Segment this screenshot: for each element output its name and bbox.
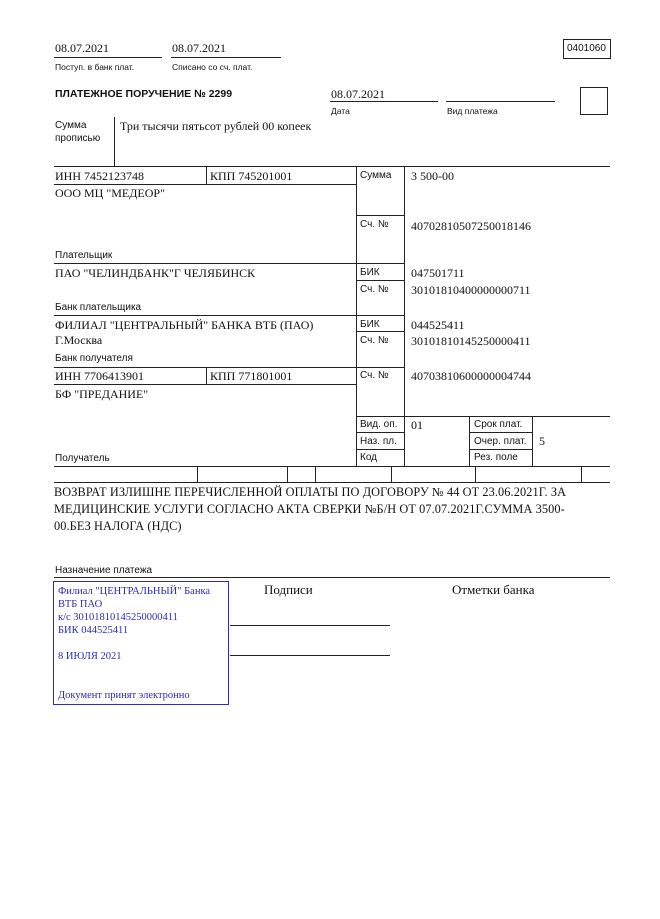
payer-bank-bik-label: БИК <box>360 267 380 278</box>
divider <box>54 466 610 467</box>
divider <box>356 416 610 417</box>
divider <box>54 57 162 58</box>
amount-words-label-2: прописью <box>55 133 101 144</box>
received-date: 08.07.2021 <box>55 41 109 55</box>
divider <box>287 466 288 482</box>
divider <box>469 416 470 466</box>
payee-bank-account-label: Сч. № <box>360 335 389 346</box>
amount-value: 3 500-00 <box>411 169 454 183</box>
divider <box>356 331 404 332</box>
divider <box>206 368 207 384</box>
payee-name: БФ "ПРЕДАНИЕ" <box>55 387 149 401</box>
divider <box>54 577 610 578</box>
debited-date: 08.07.2021 <box>172 41 226 55</box>
divider <box>206 166 207 184</box>
signature-line <box>230 625 390 626</box>
payee-bank-bik-label: БИК <box>360 319 380 330</box>
payer-account: 40702810507250018146 <box>411 219 531 233</box>
document-title: ПЛАТЕЖНОЕ ПОРУЧЕНИЕ № 2299 <box>55 88 233 100</box>
payment-type-label: Вид платежа <box>447 106 498 116</box>
amount-label: Сумма <box>360 170 392 181</box>
payer-account-label: Сч. № <box>360 219 389 230</box>
payee-bank-label: Банк получателя <box>55 353 133 364</box>
divider <box>315 466 316 482</box>
divider <box>54 263 404 264</box>
signature-line <box>230 655 390 656</box>
ocher-label: Очер. плат. <box>474 436 527 447</box>
divider <box>197 466 198 482</box>
divider <box>391 466 392 482</box>
vid-op-value: 01 <box>411 418 423 432</box>
form-code: 0401060 <box>567 43 606 54</box>
payer-bank-account: 30101810400000000711 <box>411 283 531 297</box>
vid-op-label: Вид. оп. <box>360 419 398 430</box>
payer-name: ООО МЦ "МЕДЕОР" <box>55 186 165 200</box>
code-box <box>580 87 608 115</box>
divider <box>356 215 404 216</box>
bank-marks-label: Отметки банка <box>452 582 535 597</box>
divider <box>54 166 610 167</box>
stamp-line-1: Филиал "ЦЕНТРАЛЬНЫЙ" Банка <box>58 586 211 597</box>
payer-bank-account-label: Сч. № <box>360 284 389 295</box>
divider <box>356 166 357 466</box>
payee-account: 40703810600000004744 <box>411 369 531 383</box>
debited-label: Списано со сч. плат. <box>172 62 253 72</box>
divider <box>54 184 356 185</box>
payer-kpp: КПП 745201001 <box>210 169 293 183</box>
signatures-label: Подписи <box>264 582 313 597</box>
amount-words-label-1: Сумма <box>55 120 87 131</box>
kod-label: Код <box>360 452 378 463</box>
divider <box>356 449 404 450</box>
divider <box>54 384 356 385</box>
stamp-line-4: БИК 044525411 <box>58 625 129 636</box>
divider <box>446 101 555 102</box>
stamp-note: Документ принят электронно <box>58 690 190 701</box>
payee-bank-city: Г.Москва <box>55 333 103 347</box>
ocher-value: 5 <box>539 434 545 448</box>
divider <box>532 416 533 466</box>
divider <box>469 449 532 450</box>
payer-inn: ИНН 7452123748 <box>55 169 144 183</box>
stamp-line-2: ВТБ ПАО <box>58 599 103 610</box>
divider <box>114 117 115 166</box>
payee-label: Получатель <box>55 453 110 464</box>
divider <box>356 280 404 281</box>
payer-bank-bik: 047501711 <box>411 266 465 280</box>
divider <box>581 466 582 482</box>
payee-inn: ИНН 7706413901 <box>55 369 144 383</box>
divider <box>469 432 532 433</box>
divider <box>54 482 610 483</box>
payer-bank-label: Банк плательщика <box>55 302 142 313</box>
divider <box>54 315 404 316</box>
rez-label: Рез. поле <box>474 452 518 463</box>
divider <box>171 57 281 58</box>
payee-bank-bik: 044525411 <box>411 318 465 332</box>
bank-stamp <box>53 581 229 705</box>
srok-label: Срок плат. <box>474 419 523 430</box>
payer-bank-name: ПАО "ЧЕЛИНДБАНК"Г ЧЕЛЯБИНСК <box>55 266 256 280</box>
payee-bank-name: ФИЛИАЛ "ЦЕНТРАЛЬНЫЙ" БАНКА ВТБ (ПАО) <box>55 318 314 332</box>
divider <box>356 432 404 433</box>
payee-bank-account: 30101810145250000411 <box>411 334 531 348</box>
payee-kpp: КПП 771801001 <box>210 369 293 383</box>
received-label: Поступ. в банк плат. <box>55 62 135 72</box>
purpose-label: Назначение платежа <box>55 565 153 576</box>
form-code-box <box>563 39 611 59</box>
amount-words: Три тысячи пятьсот рублей 00 копеек <box>120 119 312 133</box>
divider <box>404 166 405 466</box>
divider <box>54 367 404 368</box>
stamp-date: 8 ИЮЛЯ 2021 <box>58 651 122 662</box>
order-date-label: Дата <box>331 106 350 116</box>
stamp-line-3: к/с 30101810145250000411 <box>58 612 178 623</box>
divider <box>330 101 438 102</box>
payment-purpose: ВОЗВРАТ ИЗЛИШНЕ ПЕРЕЧИСЛЕННОЙ ОПЛАТЫ ПО ДОГОВОРУ № 44 ОТ 23.06.2021Г. ЗА МЕДИЦИНСКИЕ УСЛУГИ СОГЛАСНО АКТА СВЕРКИ №Б/Н ОТ 07.07.2021Г.СУММА 3500-00.БЕЗ НАЛОГА (НДС) <box>54 485 567 533</box>
naz-pl-label: Наз. пл. <box>360 436 397 447</box>
divider <box>475 466 476 482</box>
order-date: 08.07.2021 <box>331 87 385 101</box>
payee-account-label: Сч. № <box>360 370 389 381</box>
payer-label: Плательщик <box>55 250 113 261</box>
